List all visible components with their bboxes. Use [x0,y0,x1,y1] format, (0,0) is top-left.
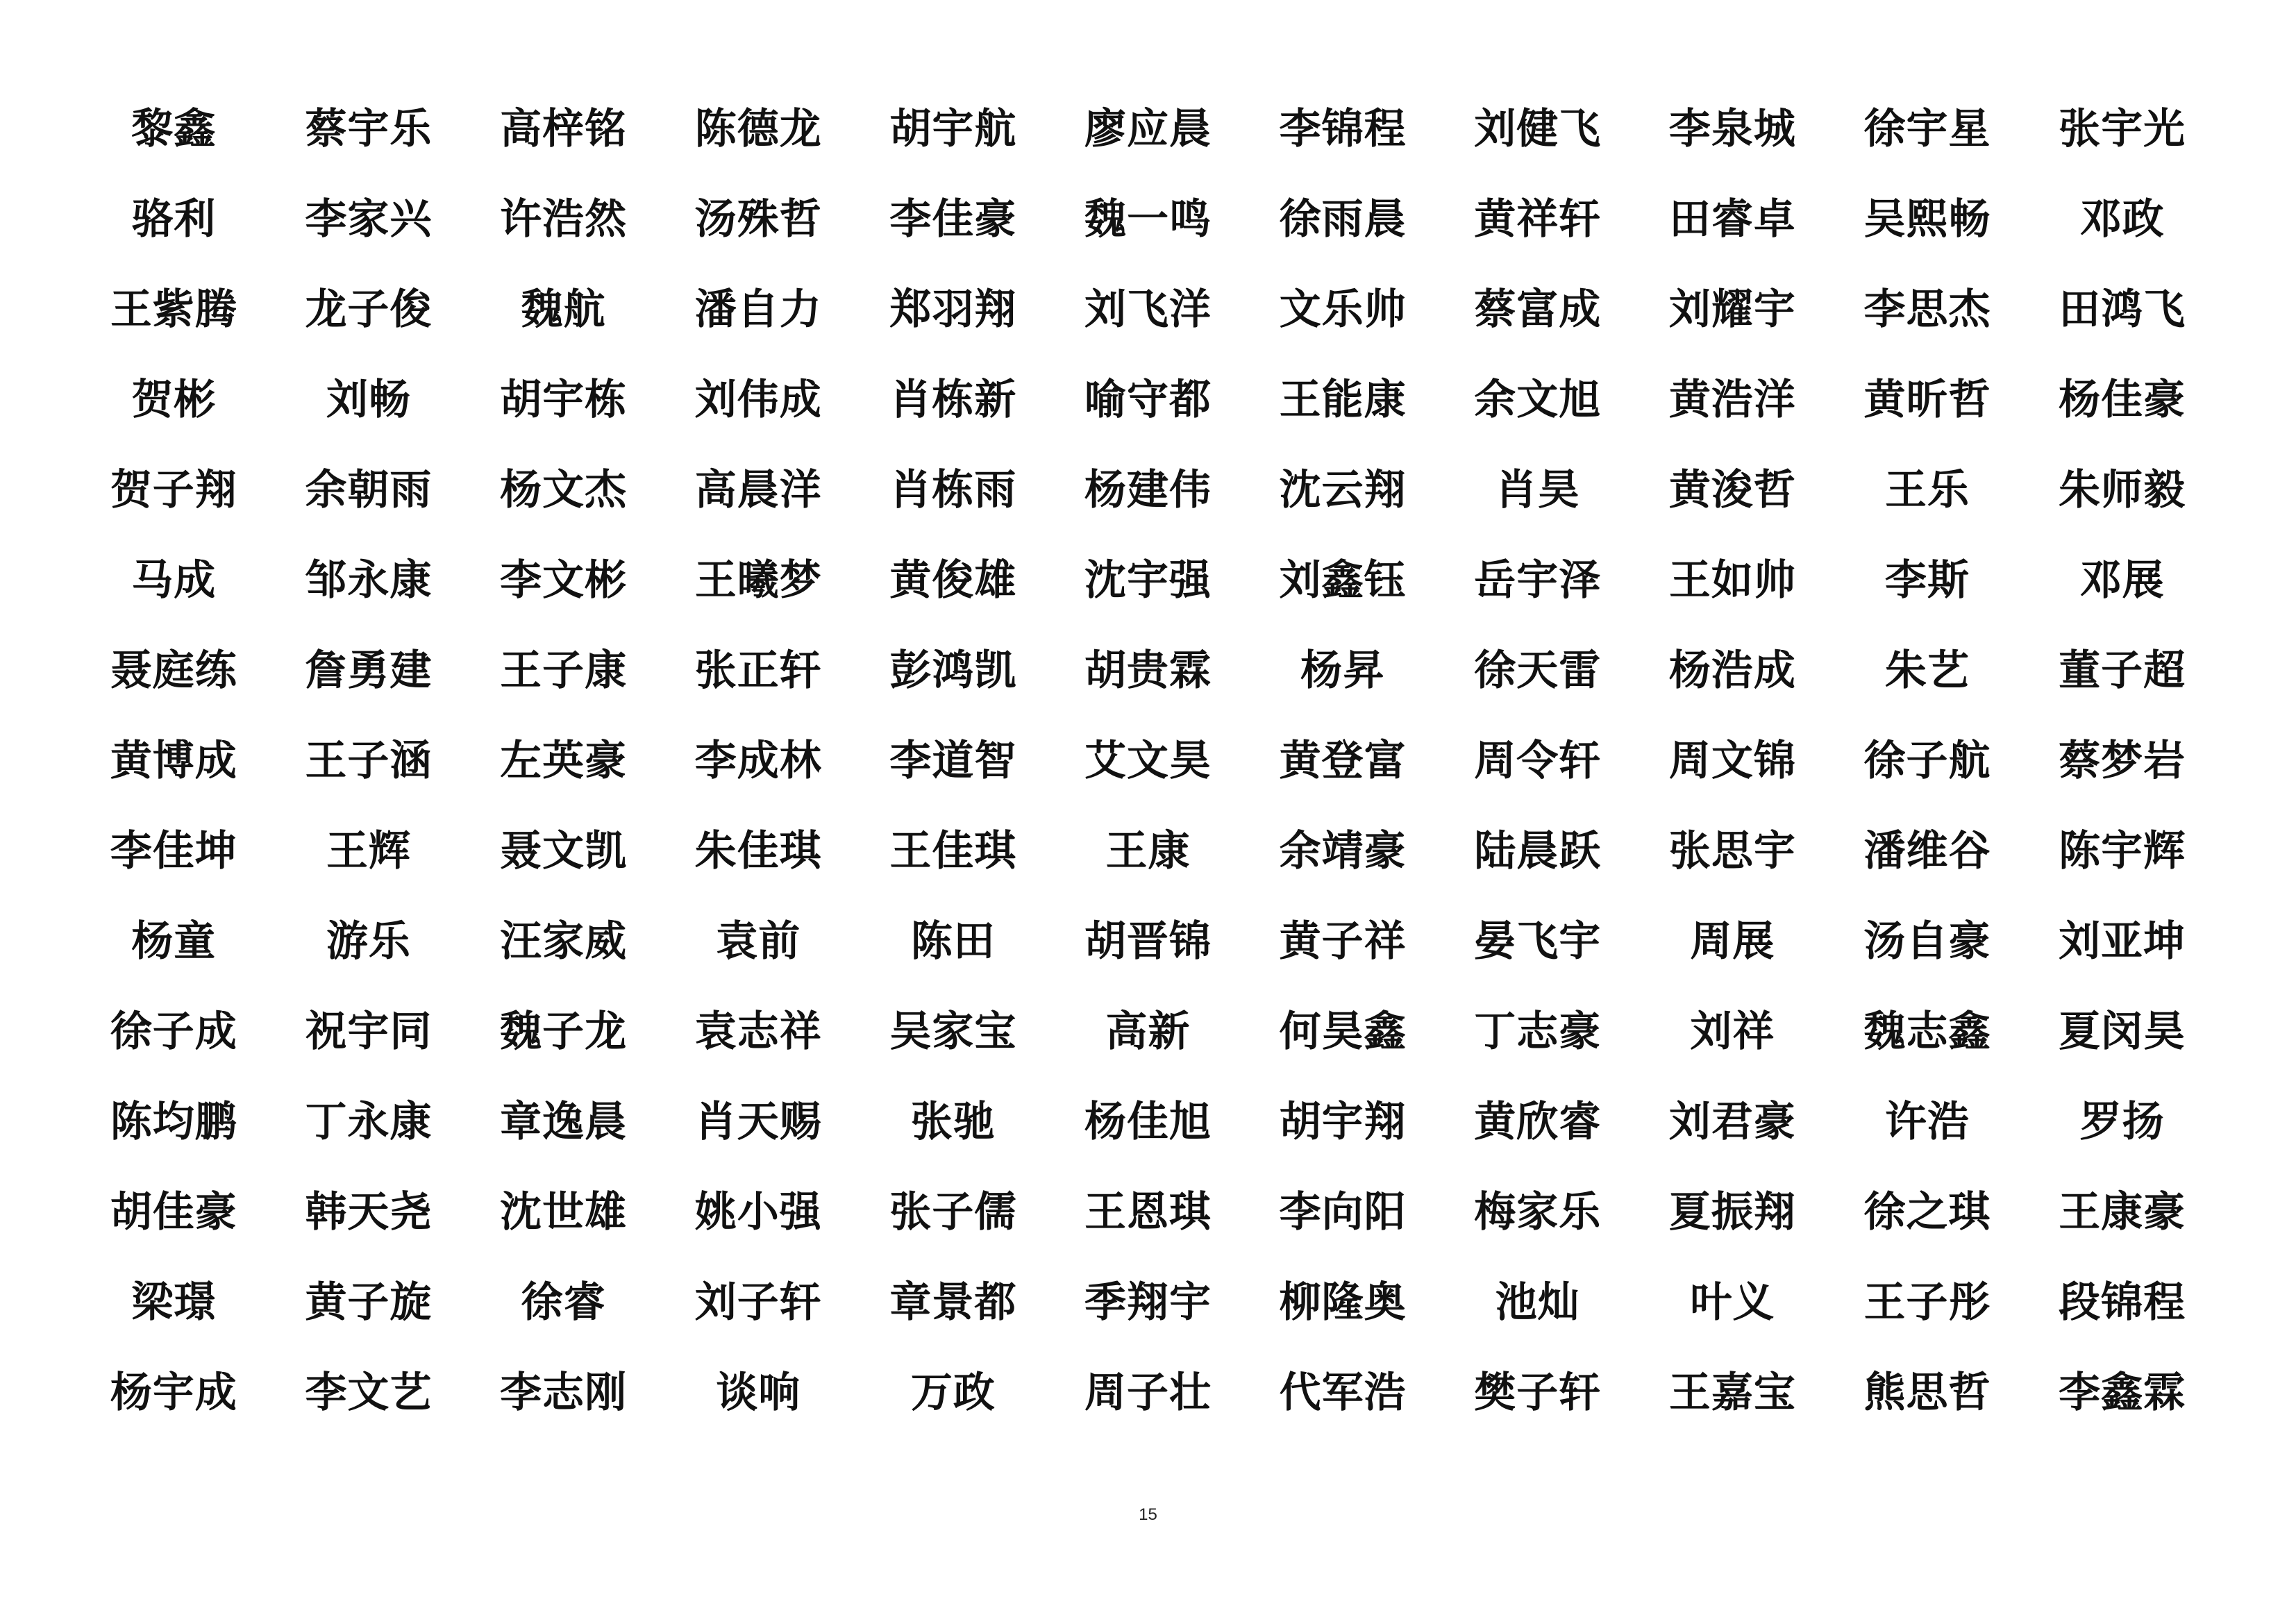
name-cell: 章逸晨 [500,1098,628,1146]
name-cell: 蔡梦岩 [2059,737,2186,785]
name-cell: 胡宇栋 [500,376,628,424]
name-cell: 吴熙畅 [1863,195,1991,244]
name-cell: 刘君豪 [1668,1098,1796,1146]
name-cell: 魏一鸣 [1084,195,1212,244]
name-cell: 熊思哲 [1863,1368,1991,1417]
name-cell: 祝宇同 [305,1007,433,1056]
name-cell: 夏闵昊 [2059,1007,2186,1056]
name-cell: 张正轩 [694,646,822,695]
name-cell: 郑羽翔 [889,285,1017,334]
name-cell: 王乐 [1885,466,1970,514]
name-cell: 邹永康 [305,556,433,605]
name-cell: 徐子成 [110,1007,237,1056]
name-cell: 杨佳旭 [1084,1098,1212,1146]
name-cell: 柳隆奥 [1279,1278,1407,1327]
name-cell: 韩天尧 [305,1188,433,1237]
name-cell: 聂文凯 [500,827,628,876]
name-cell: 汤殊哲 [694,195,822,244]
name-cell: 刘耀宇 [1668,285,1796,334]
name-cell: 杨佳豪 [2059,376,2186,424]
name-cell: 张思宇 [1668,827,1796,876]
name-cell: 黄子祥 [1279,917,1407,966]
name-cell: 姚小强 [694,1188,822,1237]
name-cell: 王能康 [1279,376,1407,424]
name-cell: 廖应晨 [1084,105,1212,153]
name-cell: 李佳坤 [110,827,237,876]
name-cell: 李家兴 [305,195,433,244]
name-cell: 袁志祥 [694,1007,822,1056]
name-cell: 何昊鑫 [1279,1007,1407,1056]
name-cell: 谈响 [716,1368,801,1417]
name-cell: 胡贵霖 [1084,646,1212,695]
name-cell: 肖栋新 [889,376,1017,424]
name-cell: 刘鑫钰 [1279,556,1407,605]
name-cell: 龙子俊 [305,285,433,334]
name-cell: 刘子轩 [694,1278,822,1327]
name-cell: 李锦程 [1279,105,1407,153]
name-cell: 王康 [1105,827,1191,876]
name-cell: 朱师毅 [2059,466,2186,514]
name-cell: 李鑫霖 [2059,1368,2186,1417]
name-cell: 徐之琪 [1863,1188,1991,1237]
name-cell: 周子壮 [1084,1368,1212,1417]
name-cell: 夏振翔 [1668,1188,1796,1237]
name-cell: 贺子翔 [110,466,237,514]
name-cell: 万政 [910,1368,996,1417]
name-cell: 董子超 [2059,646,2186,695]
name-cell: 胡宇翔 [1279,1098,1407,1146]
name-cell: 段锦程 [2059,1278,2186,1327]
name-cell: 丁志豪 [1474,1007,1602,1056]
name-cell: 黄登富 [1279,737,1407,785]
name-cell: 李文彬 [500,556,628,605]
name-cell: 蔡富成 [1474,285,1602,334]
name-cell: 王子彤 [1863,1278,1991,1327]
name-cell: 余文旭 [1474,376,1602,424]
name-cell: 张子儒 [889,1188,1017,1237]
name-cell: 余靖豪 [1279,827,1407,876]
name-cell: 梅家乐 [1474,1188,1602,1237]
name-cell: 许浩 [1885,1098,1970,1146]
name-cell: 胡晋锦 [1084,917,1212,966]
name-cell: 陆晨跃 [1474,827,1602,876]
name-cell: 李斯 [1885,556,1970,605]
name-cell: 徐天雷 [1474,646,1602,695]
name-cell: 黄子旋 [305,1278,433,1327]
name-cell: 李成林 [694,737,822,785]
name-cell: 徐宇星 [1863,105,1991,153]
name-cell: 许浩然 [500,195,628,244]
name-cell: 魏志鑫 [1863,1007,1991,1056]
name-cell: 文乐帅 [1279,285,1407,334]
name-cell: 罗扬 [2079,1098,2165,1146]
name-cell: 李向阳 [1279,1188,1407,1237]
name-cell: 肖天赐 [694,1098,822,1146]
name-cell: 王康豪 [2059,1188,2186,1237]
name-cell: 田鸿飞 [2059,285,2186,334]
name-cell: 代军浩 [1279,1368,1407,1417]
name-cell: 季翔宇 [1084,1278,1212,1327]
name-cell: 朱艺 [1885,646,1970,695]
name-cell: 杨童 [131,917,217,966]
name-cell: 徐睿 [521,1278,606,1327]
name-cell: 黄浚哲 [1668,466,1796,514]
name-cell: 刘伟成 [694,376,822,424]
name-cell: 胡宇航 [889,105,1017,153]
name-cell: 黄昕哲 [1863,376,1991,424]
name-cell: 潘自力 [694,285,822,334]
name-cell: 周令轩 [1474,737,1602,785]
name-cell: 高晨洋 [694,466,822,514]
page-number: 15 [1139,1505,1157,1524]
name-cell: 肖栋雨 [889,466,1017,514]
name-cell: 叶义 [1690,1278,1775,1327]
name-cell: 黄俊雄 [889,556,1017,605]
name-cell: 丁永康 [305,1098,433,1146]
name-cell: 杨宇成 [110,1368,237,1417]
name-cell: 岳宇泽 [1474,556,1602,605]
name-cell: 杨浩成 [1668,646,1796,695]
name-cell: 张宇光 [2059,105,2186,153]
name-cell: 蔡宇乐 [305,105,433,153]
name-cell: 王子涵 [305,737,433,785]
name-cell: 周文锦 [1668,737,1796,785]
name-cell: 骆利 [131,195,217,244]
name-cell: 高新 [1105,1007,1191,1056]
name-cell: 李道智 [889,737,1017,785]
name-cell: 吴家宝 [889,1007,1017,1056]
name-cell: 汪家威 [500,917,628,966]
name-cell: 沈云翔 [1279,466,1407,514]
name-cell: 黄浩洋 [1668,376,1796,424]
name-cell: 黄博成 [110,737,237,785]
name-cell: 汤自豪 [1863,917,1991,966]
name-cell: 陈田 [910,917,996,966]
name-cell: 张驰 [910,1098,996,1146]
name-cell: 潘维谷 [1863,827,1991,876]
name-cell: 杨昇 [1300,646,1386,695]
name-cell: 魏子龙 [500,1007,628,1056]
name-cell: 刘祥 [1690,1007,1775,1056]
name-cell: 左英豪 [500,737,628,785]
name-cell: 杨文杰 [500,466,628,514]
name-cell: 黄祥轩 [1474,195,1602,244]
name-cell: 詹勇建 [305,646,433,695]
name-cell: 周展 [1690,917,1775,966]
name-cell: 李志刚 [500,1368,628,1417]
name-cell: 余朝雨 [305,466,433,514]
name-cell: 樊子轩 [1474,1368,1602,1417]
name-cell: 王嘉宝 [1668,1368,1796,1417]
name-cell: 王恩琪 [1084,1188,1212,1237]
name-cell: 喻守都 [1084,376,1212,424]
name-cell: 黎鑫 [131,105,217,153]
name-cell: 王辉 [326,827,411,876]
name-cell: 朱佳琪 [694,827,822,876]
name-cell: 艾文昊 [1084,737,1212,785]
name-cell: 晏飞宇 [1474,917,1602,966]
name-cell: 马成 [131,556,217,605]
name-cell: 魏航 [521,285,606,334]
name-cell: 沈宇强 [1084,556,1212,605]
name-cell: 徐雨晨 [1279,195,1407,244]
name-cell: 刘畅 [326,376,411,424]
name-cell: 彭鸿凯 [889,646,1017,695]
name-cell: 刘亚坤 [2059,917,2186,966]
name-cell: 邓展 [2079,556,2165,605]
name-cell: 陈德龙 [694,105,822,153]
name-cell: 杨建伟 [1084,466,1212,514]
name-cell: 高梓铭 [500,105,628,153]
name-cell: 刘飞洋 [1084,285,1212,334]
name-cell: 陈宇辉 [2059,827,2186,876]
name-cell: 陈均鹏 [110,1098,237,1146]
name-cell: 池灿 [1495,1278,1580,1327]
name-cell: 王子康 [500,646,628,695]
name-cell: 王如帅 [1668,556,1796,605]
name-cell: 胡佳豪 [110,1188,237,1237]
name-cell: 沈世雄 [500,1188,628,1237]
name-cell: 徐子航 [1863,737,1991,785]
name-cell: 王佳琪 [889,827,1017,876]
name-cell: 李泉城 [1668,105,1796,153]
name-cell: 李佳豪 [889,195,1017,244]
name-cell: 聂庭练 [110,646,237,695]
name-cell: 刘健飞 [1474,105,1602,153]
name-cell: 章景都 [889,1278,1017,1327]
name-cell: 李思杰 [1863,285,1991,334]
name-cell: 贺彬 [131,376,217,424]
name-cell: 王紫腾 [110,285,237,334]
name-cell: 袁前 [716,917,801,966]
name-cell: 肖昊 [1495,466,1580,514]
name-grid [76,81,2220,1434]
name-cell: 田睿卓 [1668,195,1796,244]
name-cell: 游乐 [326,917,411,966]
name-cell: 邓政 [2079,195,2165,244]
name-cell: 李文艺 [305,1368,433,1417]
name-cell: 王曦梦 [694,556,822,605]
name-cell: 梁璟 [131,1278,217,1327]
name-cell: 黄欣睿 [1474,1098,1602,1146]
